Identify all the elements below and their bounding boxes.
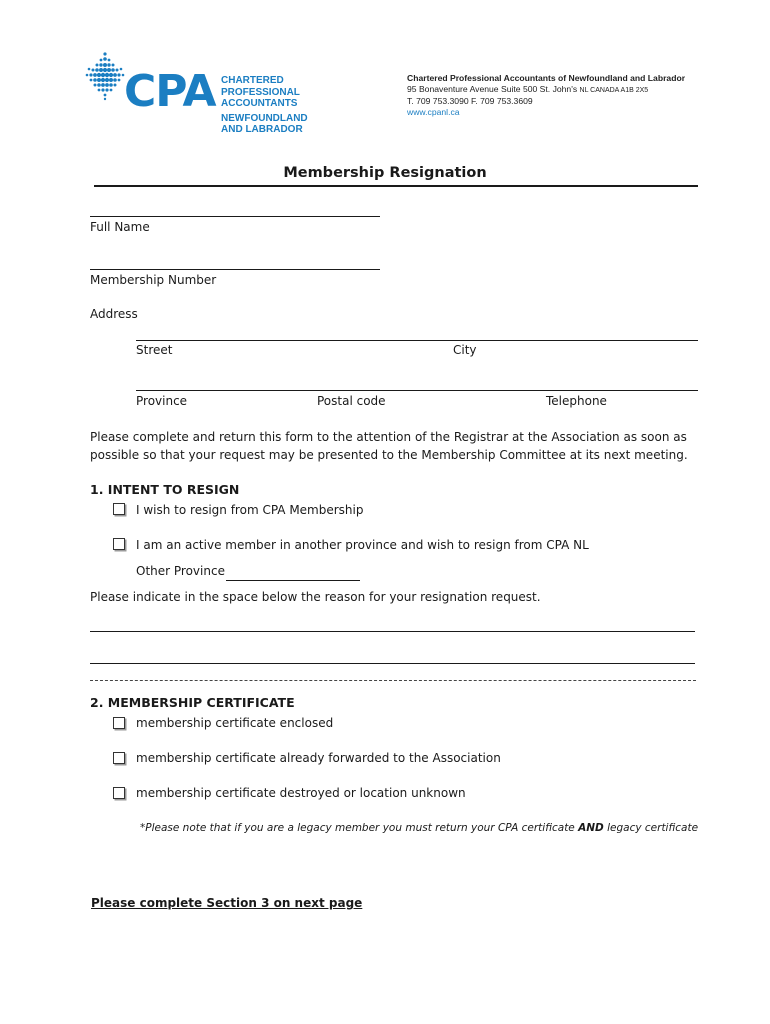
organization-name: Chartered Professional Accountants of Newfoundland and Labrador [407,73,686,83]
membership-number-label: Membership Number [90,273,217,287]
street-city-field[interactable] [136,340,698,341]
other-province-field[interactable] [226,580,360,581]
legacy-member-note: *Please note that if you are a legacy member you must return your CPA certificate AND legacy certificate [140,822,699,834]
logo-text [221,75,308,136]
address-label: Address [90,307,138,321]
section-1-heading: 1. INTENT TO RESIGN [90,482,240,497]
instructions-text: Please complete and return this form to the attention of the Registrar at the Association as soon as possible so that your request may be presented to the Membership Committee at its next meeting. [90,430,688,462]
organization-info [407,73,685,118]
reason-line-1[interactable] [90,631,695,632]
certificate-enclosed-checkbox[interactable] [113,717,125,729]
organization-phone: T. 709 753.3090 F. 709 753.3609 [407,96,533,106]
organization-address: 95 Bonaventure Avenue Suite 500 St. John's NL CANADA A1B 2X5 [407,84,649,94]
logo-word: CHARTERED [221,75,284,86]
other-province-label: Other Province [136,564,225,578]
postal-code-label: Postal code [317,394,386,408]
logo-word: PROFESSIONAL [221,86,300,98]
logo-wordmark: CPA [124,66,216,117]
certificate-forwarded-checkbox[interactable] [113,752,125,764]
certificate-enclosed-label: membership certificate enclosed [136,716,334,730]
full-name-field[interactable] [90,216,380,217]
reason-prompt: Please indicate in the space below the reason for your resignation request. [90,590,541,604]
certificate-forwarded-label: membership certificate already forwarded to the Association [136,751,501,765]
cpa-logo [84,52,324,138]
resign-other-province-checkbox[interactable] [113,538,125,550]
resign-other-province-label: I am an active member in another province and wish to resign from CPA NL [136,538,589,552]
resign-cpa-label: I wish to resign from CPA Membership [136,503,364,517]
logo-region: NEWFOUNDLAND [221,112,308,124]
page-title: Membership Resignation [283,165,487,181]
title-rule [94,185,698,187]
full-name-label: Full Name [90,220,150,234]
province-label: Province [136,394,188,408]
next-page-notice: Please complete Section 3 on next page [91,896,363,910]
membership-number-field[interactable] [90,269,380,270]
maple-leaf-dots-icon [84,52,128,102]
telephone-label: Telephone [546,394,607,408]
section-2-heading: 2. MEMBERSHIP CERTIFICATE [90,695,295,710]
province-postal-telephone-field[interactable] [136,390,698,391]
certificate-destroyed-checkbox[interactable] [113,787,125,799]
logo-region: AND LABRADOR [221,124,303,135]
organization-website[interactable]: www.cpanl.ca [407,107,460,117]
certificate-destroyed-label: membership certificate destroyed or location unknown [136,786,466,800]
resign-cpa-checkbox[interactable] [113,503,125,515]
street-label: Street [136,343,173,357]
reason-line-2[interactable] [90,663,695,664]
logo-word: ACCOUNTANTS [221,98,298,109]
city-label: City [453,343,477,357]
section-divider [90,680,696,681]
